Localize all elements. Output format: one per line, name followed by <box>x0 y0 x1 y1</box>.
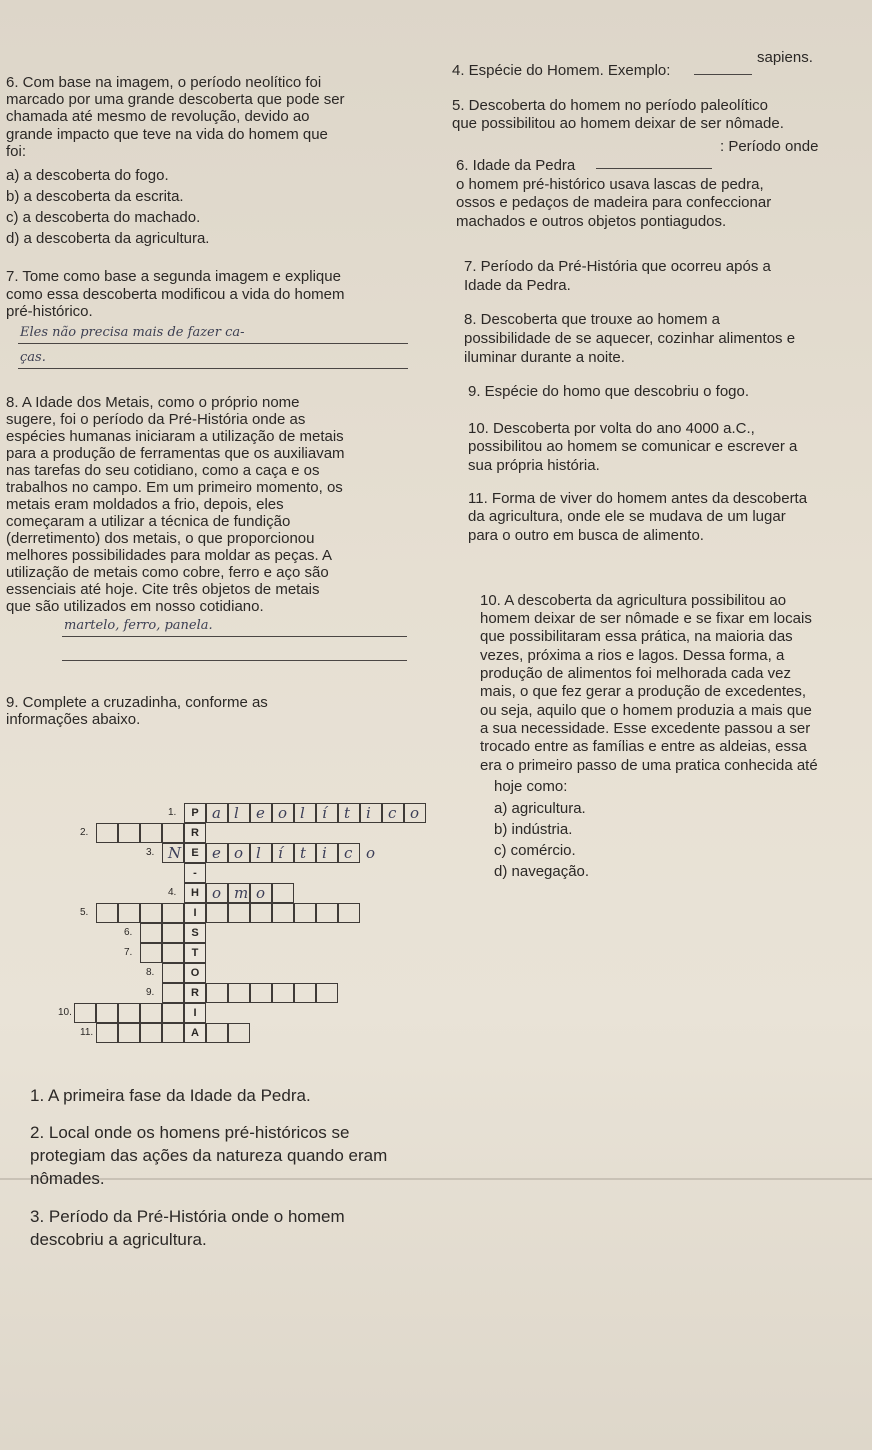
crossword-handwritten-letter: l <box>256 844 261 862</box>
q8-line: (derretimento) dos metais, o que proporcionou <box>6 530 315 547</box>
q10-line: a sua necessidade. Esse excedente passou a ser <box>480 720 811 737</box>
crossword-number: 4. <box>168 887 177 898</box>
q7-answer: ças. <box>20 350 46 365</box>
crossword-handwritten-letter: e <box>256 804 265 822</box>
answer-line <box>18 343 408 344</box>
clue-2: protegiam das ações da natureza quando eram <box>30 1146 388 1165</box>
q10-line: ou seja, aquilo que o homem produzia a mais que <box>480 702 812 719</box>
crossword-cell[interactable] <box>316 843 338 863</box>
crossword-handwritten-letter: o <box>410 804 420 822</box>
crossword-cell[interactable] <box>118 903 140 923</box>
q8-line: trabalhos no campo. Em um primeiro momento, os <box>6 479 343 496</box>
crossword-handwritten-letter: o <box>256 884 266 902</box>
crossword-cell[interactable] <box>228 1023 250 1043</box>
q8-line: sugere, foi o período da Pré-História onde as <box>6 411 306 428</box>
crossword-key-cell[interactable]: O <box>184 963 206 983</box>
crossword-cell[interactable] <box>294 983 316 1003</box>
crossword-number: 10. <box>58 1007 72 1018</box>
crossword-number: 7. <box>124 947 133 958</box>
q7-line: como essa descoberta modificou a vida do homem <box>6 286 345 303</box>
clue-11: para o outro em busca de alimento. <box>468 527 704 544</box>
q7-line: pré-histórico. <box>6 303 93 320</box>
top-mark: sapiens. <box>757 49 813 66</box>
clue-6: machados e outros objetos pontiagudos. <box>456 213 727 230</box>
blank-line <box>596 168 712 169</box>
clue-5: que possibilitou ao homem deixar de ser nômade. <box>452 115 784 132</box>
crossword-cell[interactable] <box>206 903 228 923</box>
crossword-cell[interactable] <box>272 903 294 923</box>
crossword-handwritten-letter: i <box>366 804 371 822</box>
crossword-cell[interactable] <box>316 983 338 1003</box>
paper-fold <box>0 1178 872 1180</box>
q10-option-a: a) agricultura. <box>494 800 586 817</box>
q10-line: era o primeiro passo de uma pratica conhecida até <box>480 757 818 774</box>
q8-line: começaram a utilizar a técnica de fundição <box>6 513 291 530</box>
crossword-cell[interactable] <box>228 803 250 823</box>
q8-line: que são utilizados em nosso cotidiano. <box>6 598 264 615</box>
clue-3: 3. Período da Pré-História onde o homem <box>30 1207 345 1226</box>
crossword-key-cell[interactable]: E <box>184 843 206 863</box>
q6-line: foi: <box>6 143 27 160</box>
q6-line: 6. Com base na imagem, o período neolítico foi <box>6 74 322 91</box>
clue-6: ossos e pedaços de madeira para confeccionar <box>456 194 772 211</box>
crossword-cell[interactable] <box>360 803 382 823</box>
crossword-cell[interactable] <box>162 923 184 943</box>
crossword-handwritten-letter: m <box>234 884 249 902</box>
q10-line: 10. A descoberta da agricultura possibilitou ao <box>480 592 787 609</box>
crossword-cell[interactable] <box>272 983 294 1003</box>
clue-11: da agricultura, onde ele se mudava de um lugar <box>468 508 786 525</box>
crossword-cell[interactable] <box>294 803 316 823</box>
clue-2: 2. Local onde os homens pré-históricos se <box>30 1123 350 1142</box>
crossword-key-cell[interactable]: T <box>184 943 206 963</box>
q8-line: metais eram moldados a frio, depois, eles <box>6 496 284 513</box>
crossword-key-cell[interactable]: I <box>184 903 206 923</box>
clue-5: 5. Descoberta do homem no período paleolítico <box>452 97 769 114</box>
clue-1: 1. A primeira fase da Idade da Pedra. <box>30 1086 311 1105</box>
crossword-handwritten-letter: c <box>344 844 353 862</box>
q6-option-a: a) a descoberta do fogo. <box>6 167 169 184</box>
answer-line <box>62 636 407 637</box>
crossword-cell[interactable] <box>140 923 162 943</box>
crossword-cell[interactable] <box>118 1003 140 1023</box>
crossword-handwritten-letter: N <box>168 844 182 862</box>
crossword-cell[interactable] <box>118 823 140 843</box>
crossword-handwritten-letter: o <box>278 804 288 822</box>
crossword-number: 3. <box>146 847 155 858</box>
crossword-cell[interactable] <box>162 983 184 1003</box>
crossword-number: 1. <box>168 807 177 818</box>
crossword-handwritten-letter: i <box>322 844 327 862</box>
q10-line: produção de alimentos foi melhorada cada vez <box>480 665 792 682</box>
crossword-handwritten-letter: a <box>212 804 221 822</box>
q6-option-b: b) a descoberta da escrita. <box>6 188 184 205</box>
crossword-cell[interactable] <box>162 903 184 923</box>
clue-8: possibilidade de se aquecer, cozinhar alimentos e <box>464 330 796 347</box>
crossword-key-cell[interactable]: H <box>184 883 206 903</box>
q10-line: vezes, próxima a rios e lagos. Dessa forma, a <box>480 647 785 664</box>
crossword-handwritten-letter: o <box>234 844 244 862</box>
clue-7: 7. Período da Pré-História que ocorreu após a <box>464 258 771 275</box>
q6-line: chamada até mesmo de revolução, devido ao <box>6 108 310 125</box>
q6-option-d: d) a descoberta da agricultura. <box>6 230 210 247</box>
q7-answer: Eles não precisa mais de fazer ca- <box>20 325 245 340</box>
crossword-handwritten-letter: c <box>388 804 397 822</box>
q10-option-b: b) indústria. <box>494 821 573 838</box>
crossword-handwritten-letter: o <box>366 844 376 862</box>
blank-line <box>694 74 752 75</box>
crossword-handwritten-letter: t <box>344 804 351 822</box>
crossword-number: 2. <box>80 827 89 838</box>
clue-8: iluminar durante a noite. <box>464 349 625 366</box>
q10-line: trocado entre as famílias e entre as aldeias, essa <box>480 738 807 755</box>
q10-line: homem deixar de ser nômade e se fixar em locais <box>480 610 812 627</box>
clue-4: 4. Espécie do Homem. Exemplo: <box>452 62 671 79</box>
crossword-cell[interactable] <box>96 903 118 923</box>
q8-line: para a produção de ferramentas que os auxiliavam <box>6 445 345 462</box>
crossword-key-cell[interactable]: A <box>184 1023 206 1043</box>
clue-6: 6. Idade da Pedra <box>456 157 576 174</box>
clue-6: o homem pré-histórico usava lascas de pedra, <box>456 176 764 193</box>
q8-line: nas tarefas do seu cotidiano, como a caça e os <box>6 462 320 479</box>
q6-line: marcado por uma grande descoberta que pode ser <box>6 91 345 108</box>
crossword-number: 6. <box>124 927 133 938</box>
crossword-cell[interactable] <box>316 903 338 923</box>
answer-line <box>62 660 407 661</box>
crossword-cell[interactable] <box>250 843 272 863</box>
crossword-cell[interactable] <box>140 1003 162 1023</box>
crossword-key-cell[interactable]: R <box>184 983 206 1003</box>
crossword-cell[interactable] <box>140 903 162 923</box>
crossword-handwritten-letter: í <box>278 844 283 862</box>
clue-2: nômades. <box>30 1169 105 1188</box>
crossword-cell[interactable] <box>162 963 184 983</box>
crossword-number: 9. <box>146 987 155 998</box>
clue-11: 11. Forma de viver do homem antes da descoberta <box>468 490 808 507</box>
crossword-cell[interactable] <box>228 983 250 1003</box>
crossword-handwritten-letter: t <box>300 844 307 862</box>
crossword-cell[interactable] <box>140 943 162 963</box>
crossword-cell[interactable] <box>162 1023 184 1043</box>
crossword-cell[interactable] <box>294 903 316 923</box>
crossword-cell[interactable] <box>228 903 250 923</box>
q8-answer: martelo, ferro, panela. <box>64 618 213 633</box>
clue-7: Idade da Pedra. <box>464 277 571 294</box>
crossword-cell[interactable] <box>162 823 184 843</box>
crossword-key-cell[interactable]: R <box>184 823 206 843</box>
crossword-cell[interactable] <box>272 883 294 903</box>
crossword-cell[interactable] <box>140 823 162 843</box>
crossword-cell[interactable] <box>96 1003 118 1023</box>
clue-10: sua própria história. <box>468 457 600 474</box>
crossword-cell[interactable] <box>162 943 184 963</box>
q8-line: essenciais até hoje. Cite três objetos de metais <box>6 581 320 598</box>
crossword-cell[interactable] <box>272 843 294 863</box>
q10-option-d: d) navegação. <box>494 863 590 880</box>
crossword-cell[interactable] <box>250 983 272 1003</box>
answer-line <box>18 368 408 369</box>
crossword-cell[interactable] <box>96 823 118 843</box>
q8-line: melhores possibilidades para moldar as peças. A <box>6 547 333 564</box>
crossword-number: 8. <box>146 967 155 978</box>
crossword-cell[interactable] <box>206 1023 228 1043</box>
crossword-cell[interactable] <box>250 903 272 923</box>
q10-line: hoje como: <box>494 778 568 795</box>
q10-line: que possibilitaram essa prática, na maioria das <box>480 628 793 645</box>
crossword-cell[interactable] <box>96 1023 118 1043</box>
crossword-key-cell[interactable]: P <box>184 803 206 823</box>
clue-10: possibilitou ao homem se comunicar e escrever a <box>468 438 798 455</box>
crossword-cell[interactable] <box>162 1003 184 1023</box>
crossword-handwritten-letter: l <box>234 804 239 822</box>
clue-3: descobriu a agricultura. <box>30 1230 207 1249</box>
q6-option-c: c) a descoberta do machado. <box>6 209 201 226</box>
crossword-cell[interactable] <box>118 1023 140 1043</box>
crossword-key-cell[interactable]: - <box>184 863 206 883</box>
crossword-cell[interactable] <box>74 1003 96 1023</box>
crossword-number: 5. <box>80 907 89 918</box>
clue-8: 8. Descoberta que trouxe ao homem a <box>464 311 720 328</box>
crossword-handwritten-letter: o <box>212 884 222 902</box>
clue-9: 9. Espécie do homo que descobriu o fogo. <box>468 383 750 400</box>
q9-line: informações abaixo. <box>6 711 141 728</box>
crossword-handwritten-letter: l <box>300 804 305 822</box>
q10-line: mais, o que fez gerar a produção de excedentes, <box>480 683 807 700</box>
crossword-number: 11. <box>80 1027 94 1038</box>
crossword-cell[interactable] <box>206 983 228 1003</box>
crossword-cell[interactable] <box>140 1023 162 1043</box>
q8-line: 8. A Idade dos Metais, como o próprio nome <box>6 394 300 411</box>
q8-line: utilização de metais como cobre, ferro e aço são <box>6 564 329 581</box>
crossword-handwritten-letter: í <box>322 804 327 822</box>
q8-line: espécies humanas iniciaram a utilização de metais <box>6 428 344 445</box>
clue-10: 10. Descoberta por volta do ano 4000 a.C., <box>468 420 755 437</box>
crossword-key-cell[interactable]: S <box>184 923 206 943</box>
q10-option-c: c) comércio. <box>494 842 576 859</box>
q7-line: 7. Tome como base a segunda imagem e explique <box>6 268 341 285</box>
q6-line: grande impacto que teve na vida do homem que <box>6 126 328 143</box>
q9-line: 9. Complete a cruzadinha, conforme as <box>6 694 268 711</box>
clue-6: : Período onde <box>720 138 819 155</box>
crossword-cell[interactable] <box>316 803 338 823</box>
crossword-key-cell[interactable]: I <box>184 1003 206 1023</box>
crossword-cell[interactable] <box>338 903 360 923</box>
crossword-handwritten-letter: e <box>212 844 221 862</box>
